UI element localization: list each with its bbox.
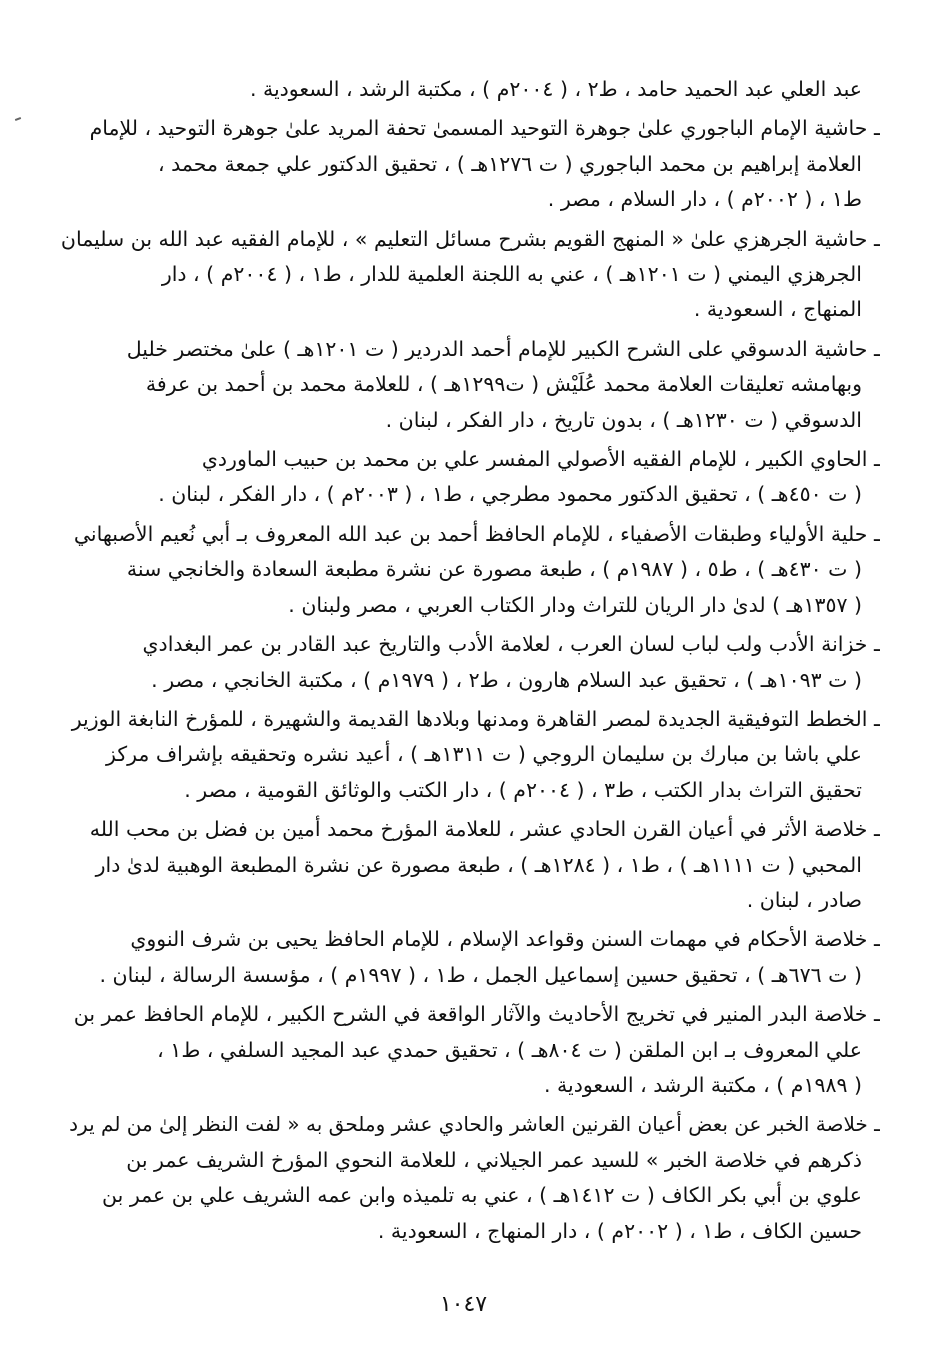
entry-line: ـ خلاصة الأثر في أعيان القرن الحادي عشر ، للعلامة المؤرخ محمد أمين بن فضل بن محب الله [89,817,880,842]
entry-line: علي المعروف بـ ابن الملقن ( ت ٨٠٤هـ ) ، تحقيق حمدي عبد المجيد السلفي ، ط١ ، [157,1037,862,1062]
bibliography-entry [52,812,880,918]
entry-line: ـ حاشية الجرهزي علىٰ « المنهج القويم بشرح مسائل التعليم » ، للإمام الفقيه عبد الله بن سليمان [60,226,880,251]
bibliography-entry [52,997,880,1103]
entry-line: ـ خلاصة الخبر عن بعض أعيان القرنين العاشر والحادي عشر وملحق به « لفت النظر إلىٰ من لم يرد [69,1112,880,1137]
entry-line: تحقيق التراث بدار الكتب ، ط٣ ، ( ٢٠٠٤م ) ، دار الكتب والوثائق القومية ، مصر . [184,777,862,802]
entry-line: ـ حلية الأولياء وطبقات الأصفياء ، للإمام الحافظ أحمد بن عبد الله المعروف بـ أبي نُعيم الأصبهاني [73,521,880,546]
entry-line: العلامة إبراهيم بن محمد الباجوري ( ت ١٢٧٦هـ ) ، تحقيق الدكتور علي جمعة محمد ، [157,151,862,176]
entry-line: ( ت ٤٥٠هـ ) ، تحقيق الدكتور محمود مطرجي ، ط١ ، ( ٢٠٠٣م ) ، دار الفكر ، لبنان . [158,482,862,507]
bibliography-entry [52,517,880,623]
entry-line: المنهاج ، السعودية . [693,297,862,322]
entry-line: ( ت ٦٧٦هـ ) ، تحقيق حسين إسماعيل الجمل ، ط١ ، ( ١٩٩٧م ) ، مؤسسة الرسالة ، لبنان . [99,962,862,987]
entry-line: ـ الخطط التوفيقية الجديدة لمصر القاهرة ومدنها وبلادها القديمة والشهيرة ، للمؤرخ النابغة الوزير [71,706,880,731]
entry-line: ط١ ، ( ٢٠٠٢م ) ، دار السلام ، مصر . [547,187,862,212]
bibliography-entry [52,222,880,328]
bibliography-entry [52,111,880,217]
entry-line: ( ١٣٥٧هـ ) لدىٰ دار الريان للتراث ودار الكتاب العربي ، مصر ولبنان . [288,592,862,617]
entry-line: ـ حاشية الدسوقي على الشرح الكبير للإمام أحمد الدردير ( ت ١٢٠١هـ ) علىٰ مختصر خليل [126,336,880,361]
entry-line: الجرهزي اليمني ( ت ١٢٠١هـ ) ، عني به اللجنة العلمية للدار ، ط١ ، ( ٢٠٠٤م ) ، دار [161,262,862,287]
entry-line: ـ حاشية الإمام الباجوري علىٰ جوهرة التوحيد المسمىٰ تحفة المريد علىٰ جوهرة التوحيد ، للإمام [89,116,880,141]
entry-line: علي باشا بن مبارك بن سليمان الروجي ( ت ١٣١١هـ ) ، أعيد نشره وتحقيقه بإشراف مركز [106,742,862,767]
entry-line: ـ الحاوي الكبير ، للإمام الفقيه الأصولي المفسر علي بن محمد بن حبيب الماوردي [201,447,880,472]
entry-line: ـ خلاصة الأحكام في مهمات السنن وقواعد الإسلام ، للإمام الحافظ يحيى بن شرف النووي [130,927,880,952]
entry-line: ـ خزانة الأدب ولب لباب لسان العرب ، لعلامة الأدب والتاريخ عبد القادر بن عمر البغدادي [142,632,880,657]
entry-line: المحبي ( ت ١١١١هـ ) ، ط١ ، ( ١٢٨٤هـ ) ، طبعة مصورة عن نشرة المطبعة الوهبية لدىٰ دار [95,852,862,877]
bibliography-entry [52,72,880,107]
entry-line: علوي بن أبي بكر الكاف ( ت ١٤١٢هـ ) ، عني به تلميذه وابن عمه الشريف علي بن عمر بن [102,1183,862,1208]
entry-line: الدسوقي ( ت ١٢٣٠هـ ) ، بدون تاريخ ، دار الفكر ، لبنان . [385,407,862,432]
bibliography-entry [52,702,880,808]
entry-line: وبهامشه تعليقات العلامة محمد عُلَيْش ( ت١٢٩٩هـ ) ، للعلامة محمد بن أحمد بن عرفة [145,372,862,397]
entry-line: ( ت ١٠٩٣هـ ) ، تحقيق عبد السلام هارون ، ط٢ ، ( ١٩٧٩م ) ، مكتبة الخانجي ، مصر . [151,667,862,692]
bibliography-entry [52,922,880,993]
page-number: ١٠٤٧ [439,1292,488,1317]
margin-mark [15,117,21,121]
entry-line: ذكرهم في خلاصة الخبر » للسيد عمر الجيلاني ، للعلامة النحوي المؤرخ الشريف عمر بن [126,1147,862,1172]
entry-line: ـ خلاصة البدر المنير في تخريج الأحاديث والآثار الواقعة في الشرح الكبير ، للإمام الحافظ عمر بن [73,1002,880,1027]
bibliography-entry [52,627,880,698]
entry-line: ( ١٩٨٩م ) ، مكتبة الرشد ، السعودية . [543,1072,862,1097]
entry-line: صادر ، لبنان . [746,887,862,912]
entry-line: عبد العلي عبد الحميد حامد ، ط٢ ، ( ٢٠٠٤م ) ، مكتبة الرشد ، السعودية . [249,77,862,101]
bibliography-entry [52,332,880,438]
entry-line: ( ت ٤٣٠هـ ) ، ط٥ ، ( ١٩٨٧م ) ، طبعة مصورة عن نشرة مطبعة السعادة والخانجي سنة [126,557,862,582]
bibliography-entry [52,442,880,513]
bibliography-entry [52,1107,880,1249]
entry-line: حسين الكاف ، ط١ ، ( ٢٠٠٢م ) ، دار المنهاج ، السعودية . [377,1218,862,1243]
bibliography-page [52,72,880,1249]
